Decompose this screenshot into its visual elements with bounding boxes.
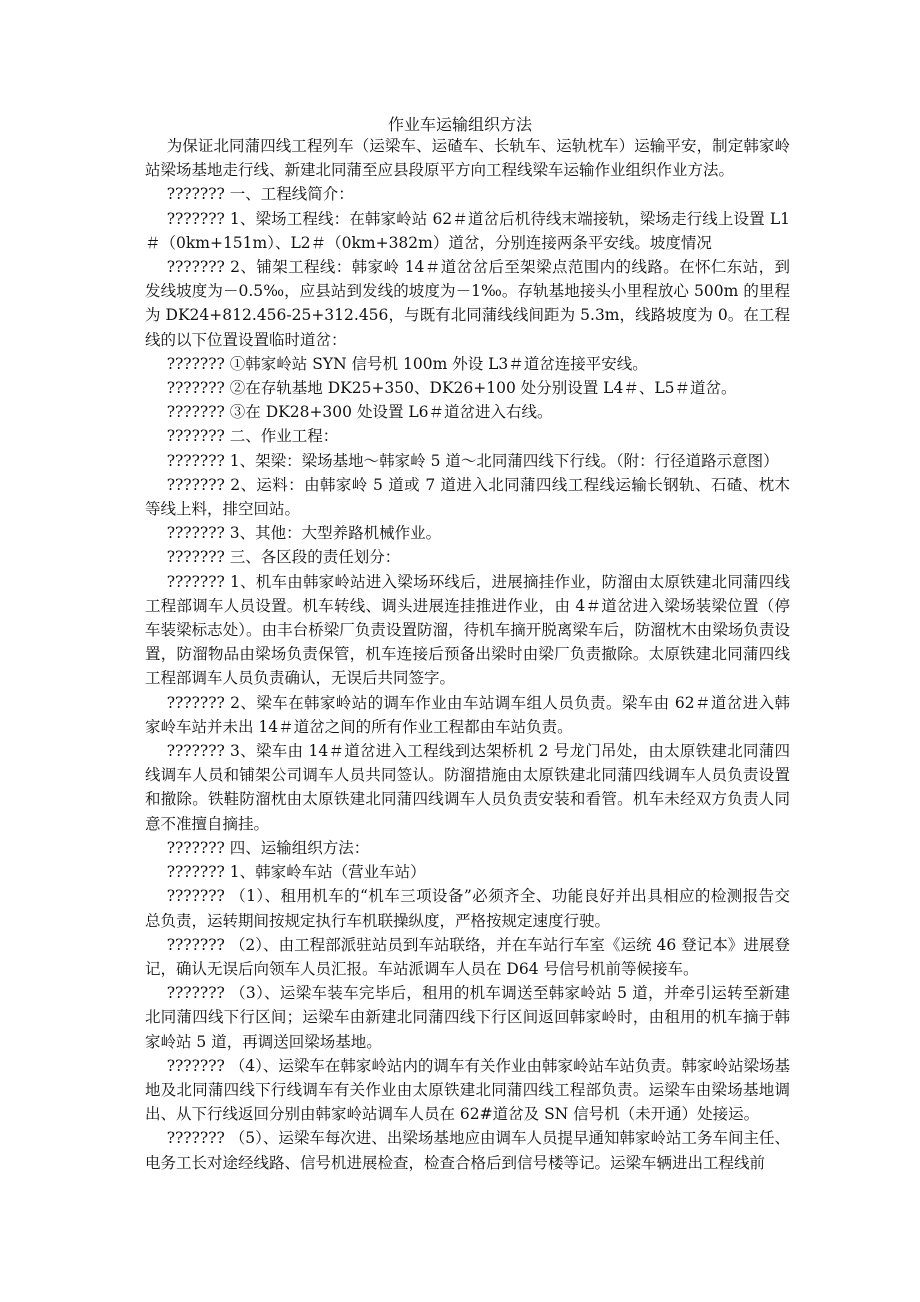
paragraph: ??????? 1、梁场工程线：在韩家岭站 62＃道岔后机待线末端接轨，梁场走行线上设置 L1＃（0km+151m）、L2＃（0km+382m）道岔，分别连接两条平安线。坡度情况	[145, 209, 790, 252]
paragraph: ??????? （4）、运梁车在韩家岭站内的调车有关作业由韩家岭站车站负责。韩家岭站梁场基地及北同蒲四线下行线调车有关作业由太原铁建北同蒲四线工程部负责。运梁车由梁场基地调出、从下行线返回分别由韩家岭站调车人员在 62#道岔及 SN 信号机（未开通）处接运。	[145, 1056, 790, 1124]
list-item: ??????? ③在 DK28+300 处设置 L6＃道岔进入右线。	[166, 403, 553, 422]
paragraph: ??????? 2、梁车在韩家岭站的调车作业由车站调车组人员负责。梁车由 62＃道岔进入韩家岭车站并未出 14＃道岔之间的所有作业工程都由车站负责。	[145, 693, 790, 736]
section-heading-1: ??????? 一、工程线简介：	[166, 185, 354, 204]
paragraph: ??????? （5）、运梁车每次进、出梁场基地应由调车人员提早通知韩家岭站工务车间主任、电务工长对途经线路、信号机进展检查，检查合格后到信号楼等记。运梁车辆进出工程线前	[145, 1129, 790, 1172]
paragraph: ??????? 1、架梁：梁场基地～韩家岭 5 道～北同蒲四线下行线。（附：行径道路示意图）	[166, 451, 779, 470]
paragraph: ??????? 2、运料：由韩家岭 5 道或 7 道进入北同蒲四线工程线运输长钢轨、石碴、枕木等线上料，排空回站。	[145, 475, 790, 519]
paragraph: ??????? 2、铺架工程线：韩家岭 14＃道岔岔后至架梁点范围内的线路。在怀仁东站，到发线坡度为－0.5‰，应县站到发线的坡度为－1‰。存轨基地接头小里程放心 500m 的里程为 DK24+812.456-25+312.456，与既有北同蒲线线间距为 5.3m，线路坡度为 0。在工程线的以下位置设置临时道岔：	[145, 258, 790, 349]
subsection-heading: ??????? 1、韩家岭车站（营业车站）	[166, 863, 426, 882]
section-heading-3: ??????? 三、各区段的责任划分：	[166, 548, 401, 567]
paragraph: ??????? 1、机车由韩家岭站进入梁场环线后，进展摘挂作业，防溜由太原铁建北同蒲四线工程部调车人员设置。机车转线、调头进展连挂推进作业，由 4＃道岔进入梁场装梁位置（停车装梁标志处）。由丰台桥梁厂负责设置防溜，待机车摘开脱离梁车后，防溜枕木由梁场负责设置，防溜物品由梁场负责保管，机车连接后预备出梁时由梁厂负责撤除。太原铁建北同蒲四线工程部调车人员负责确认，无误后共同签字。	[145, 572, 790, 688]
list-item: ??????? ②在存轨基地 DK25+350、DK26+100 处分别设置 L4＃、L5＃道岔。	[166, 379, 737, 398]
document-title: 作业车运输组织方法	[387, 115, 532, 134]
paragraph: ??????? （3）、运梁车装车完毕后，租用的机车调送至韩家岭站 5 道，并牵引运转至新建北同蒲四线下行区间；运梁车由新建北同蒲四线下行区间返回韩家岭时，由租用的机车摘于韩家岭站 5 道，再调送回梁场基地。	[145, 984, 790, 1051]
section-heading-2: ??????? 二、作业工程：	[166, 427, 339, 446]
document-body	[145, 134, 790, 1175]
section-heading-4: ??????? 四、运输组织方法：	[166, 838, 370, 857]
paragraph: ??????? （1）、租用机车的“机车三项设备”必须齐全、功能良好并出具相应的检测报告交总负责，运转期间按规定执行车机联操纵度，严格按规定速度行驶。	[145, 887, 790, 930]
paragraph: ??????? 3、其他：大型养路机械作业。	[166, 524, 442, 543]
paragraph: ??????? 3、梁车由 14＃道岔进入工程线到达架桥机 2 号龙门吊处，由太原铁建北同蒲四线调车人员和铺架公司调车人员共同签认。防溜措施由太原铁建北同蒲四线调车人员负责设置和撤除。铁鞋防溜枕由太原铁建北同蒲四线调车人员负责安装和看管。机车未经双方负责人同意不准擅自摘挂。	[145, 742, 790, 833]
paragraph: ??????? （2）、由工程部派驻站员到车站联络，并在车站行车室《运统 46 登记本》进展登记，确认无误后向领车人员汇报。车站派调车人员在 D64 号信号机前等候接车。	[145, 935, 790, 978]
list-item: ??????? ①韩家岭站 SYN 信号机 100m 外设 L3＃道岔连接平安线。	[166, 354, 648, 373]
intro-paragraph: 为保证北同蒲四线工程列车（运梁车、运碴车、长轨车、运轨枕车）运输平安，制定韩家岭站梁场基地走行线、新建北同蒲至应县段原平方向工程线梁车运输作业组织作业方法。	[145, 137, 790, 180]
